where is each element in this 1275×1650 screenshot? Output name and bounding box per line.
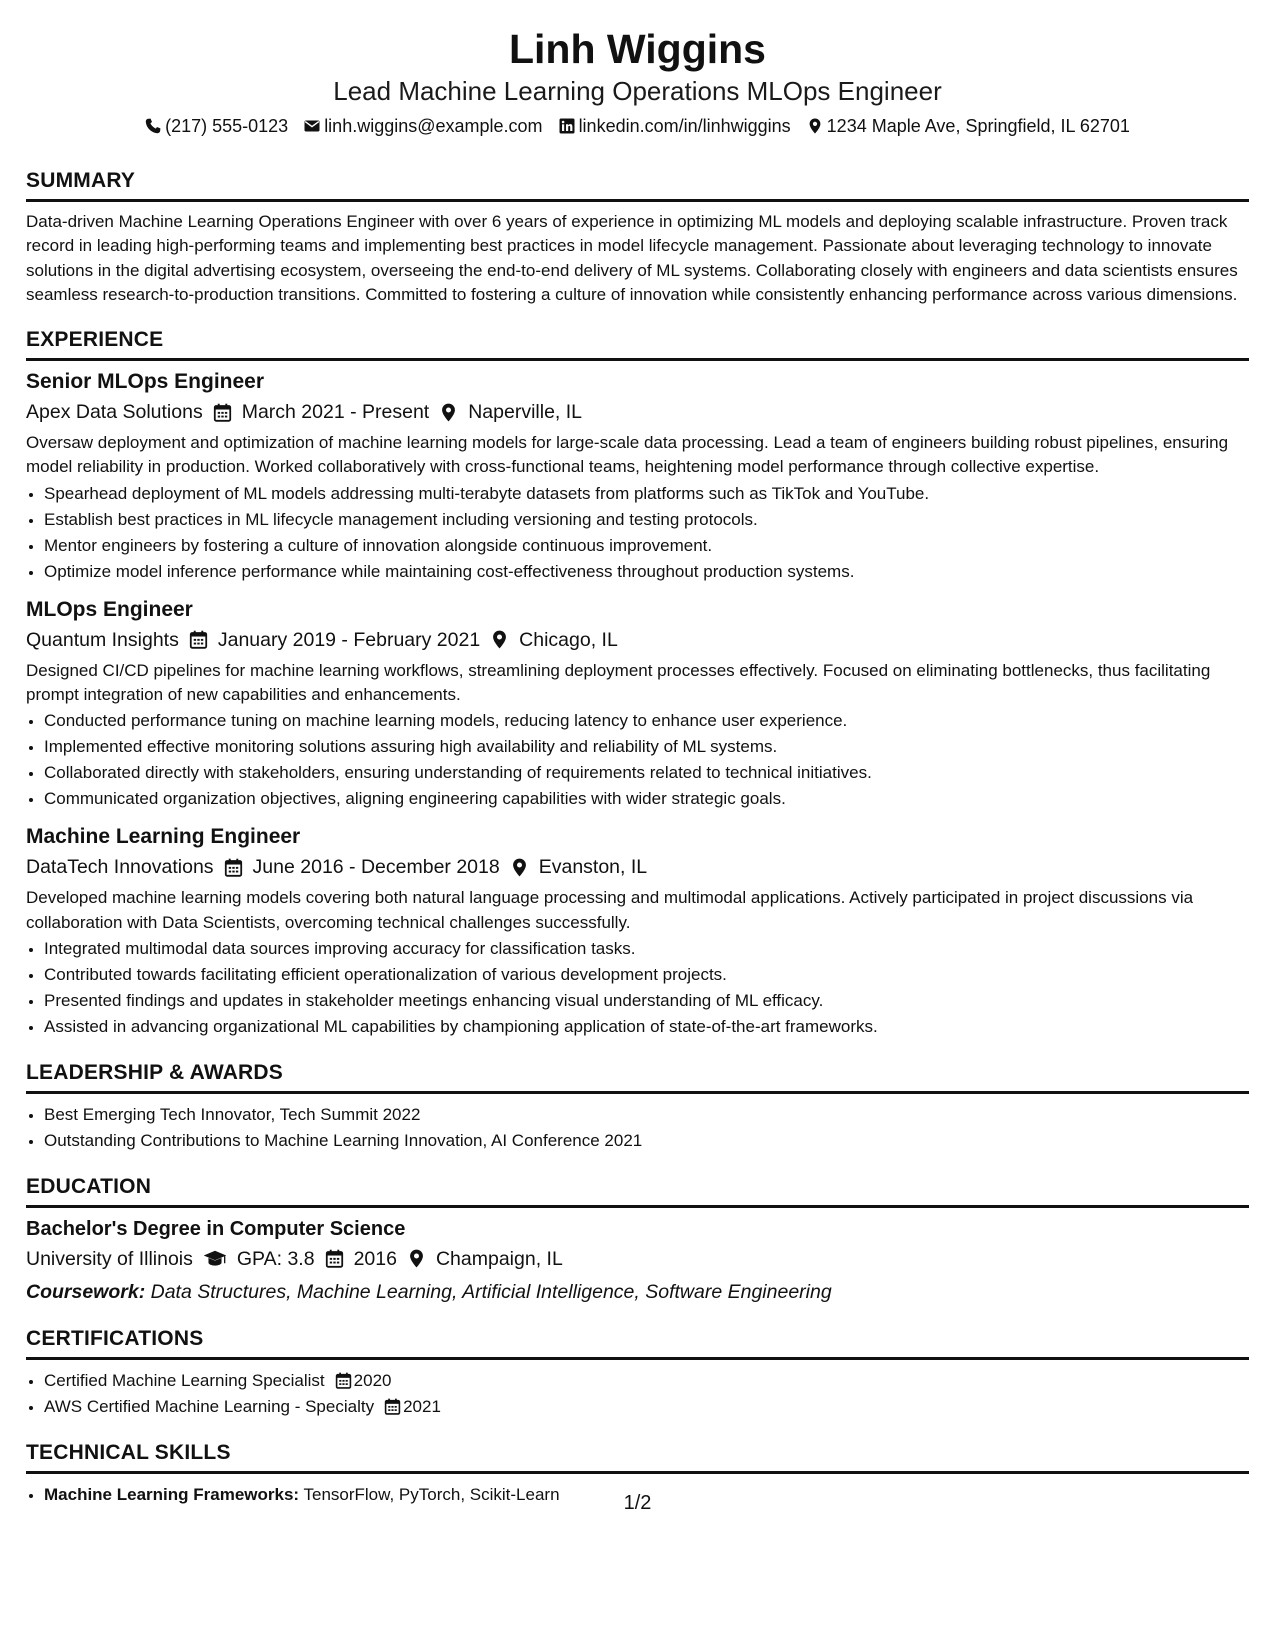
map-pin-icon [807,118,823,134]
contact-linkedin[interactable] [559,112,791,140]
contact-bar [26,112,1249,140]
calendar-icon [335,1372,352,1389]
resume-page [26,24,1249,1508]
phone-text: (217) 555-0123 [165,116,289,136]
list-item: • Mentor engineers by fostering a culture of innovation alongside continuous improvement. [44,533,1249,559]
job-bullets [26,481,1249,585]
job-location: Chicago, IL [519,628,618,651]
cert-name: • Certified Machine Learning Specialist [44,1370,325,1390]
job-dates: March 2021 - Present [241,401,430,424]
job-location: Evanston, IL [538,856,648,879]
list-item: • Assisted in advancing organizational ML capabilities by championing application of state-of-the-art frameworks. [44,1014,1249,1040]
job-dates: June 2016 - December 2018 [252,856,500,879]
job-bullets [26,936,1249,1040]
summary-section [26,168,1249,307]
calendar-icon [384,1398,401,1415]
cert-name: • AWS Certified Machine Learning - Specialty [44,1396,375,1416]
calendar-icon [325,1249,344,1268]
address-text: 1234 Maple Ave, Springfield, IL 62701 [826,116,1130,136]
job-dates: January 2019 - February 2021 [217,628,481,651]
gpa-text: GPA: 3.8 [236,1247,315,1270]
list-item: • Presented findings and updates in stakeholder meetings enhancing visual understanding of ML efficacy. [44,988,1249,1014]
certifications-section [26,1326,1249,1420]
job-meta [26,625,1249,655]
job-entry [26,597,1249,813]
linkedin-icon [559,118,575,134]
envelope-icon [304,118,320,134]
certifications-list [26,1368,1249,1420]
experience-section [26,327,1249,1040]
awards-list [26,1102,1249,1154]
contact-phone[interactable] [145,112,288,140]
list-item: • Integrated multimodal data sources improving accuracy for classification tasks. [44,936,1249,962]
job-location: Naperville, IL [468,401,583,424]
list-item: • Contributed towards facilitating efficient operationalization of various development projects. [44,962,1249,988]
candidate-title: Lead Machine Learning Operations MLOps Engineer [333,76,942,106]
list-item: • Best Emerging Tech Innovator, Tech Summit 2022 [44,1102,1249,1128]
section-heading: EXPERIENCE [26,327,1249,361]
section-heading: TECHNICAL SKILLS [26,1440,1249,1474]
email-text: linh.wiggins@example.com [324,116,543,136]
map-pin-icon [510,858,529,877]
job-title: Machine Learning Engineer [26,825,301,849]
company-name: Apex Data Solutions [26,401,203,424]
candidate-name: Linh Wiggins [509,26,766,72]
job-title: MLOps Engineer [26,597,193,621]
skill-label: Machine Learning Frameworks: [44,1484,300,1504]
resume-header [26,24,1249,140]
school-name: University of Illinois [26,1247,193,1270]
job-entry [26,369,1249,585]
job-meta [26,397,1249,427]
list-item: • Collaborated directly with stakeholders, ensuring understanding of requirements related to technical initiatives. [44,760,1249,786]
job-description: Designed CI/CD pipelines for machine learning workflows, streamlining deployment processes effectively. Focused on eliminating bottlenecks, thus facilitating prompt integration of new capabilities and enhancements. [26,660,1211,705]
section-heading: CERTIFICATIONS [26,1326,1249,1360]
phone-icon [145,118,161,134]
graduation-year: 2016 [353,1247,397,1270]
job-bullets [26,708,1249,812]
summary-text: Data-driven Machine Learning Operations Engineer with over 6 years of experience in optimizing ML models and deploying scalable infrastructure. Proven track record in leading high-performing teams and implementing best practices in model lifecycle management. Passionate about leveraging technology to innovate solutions in the digital advertising ecosystem, overseeing the end-to-end delivery of ML systems. Collaborating closely with engineers and data scientists ensures seamless research-to-production transitions. Committed to fostering a culture of innovation while consistently enhancing performance across various dimensions. [26,212,1238,304]
education-section [26,1174,1249,1306]
coursework-line [26,1278,1249,1306]
job-title: Senior MLOps Engineer [26,370,265,394]
education-meta [26,1244,1249,1274]
skill-value: TensorFlow, PyTorch, Scikit-Learn [303,1484,560,1504]
school-location: Champaign, IL [435,1247,563,1270]
calendar-icon [224,858,243,877]
calendar-icon [213,403,232,422]
coursework-label: Coursework: [26,1280,146,1303]
company-name: DataTech Innovations [26,856,214,879]
coursework-text: Data Structures, Machine Learning, Artificial Intelligence, Software Engineering [150,1280,832,1303]
degree-title: Bachelor's Degree in Computer Science [26,1217,406,1240]
graduation-cap-icon [203,1249,227,1268]
list-item: • Conducted performance tuning on machine learning models, reducing latency to enhance user experience. [44,708,1249,734]
map-pin-icon [490,630,509,649]
job-description: Oversaw deployment and optimization of machine learning models for large-scale data processing. Lead a team of engineers building robust pipelines, ensuring model reliability in production. Worked collaboratively with cross-functional teams, heightening model performance through collective expertise. [26,433,1229,477]
list-item: • Spearhead deployment of ML models addressing multi-terabyte datasets from platforms such as TikTok and YouTube. [44,481,1249,507]
list-item: • Establish best practices in ML lifecycle management including versioning and testing protocols. [44,507,1249,533]
list-item: • Communicated organization objectives, aligning engineering capabilities with wider strategic goals. [44,786,1249,812]
job-description: Developed machine learning models covering both natural language processing and multimodal applications. Actively participated in project discussions via collaboration with Data Scientists, overcoming technical challenges successfully. [26,888,1194,932]
job-entry [26,824,1249,1040]
leadership-section [26,1060,1249,1154]
page-number: 1/2 [623,1492,652,1514]
calendar-icon [189,630,208,649]
contact-email[interactable] [304,112,542,140]
map-pin-icon [439,403,458,422]
cert-year: 2020 [353,1370,392,1390]
section-heading: SUMMARY [26,168,1249,202]
map-pin-icon [407,1249,426,1268]
section-heading: LEADERSHIP & AWARDS [26,1060,1249,1094]
list-item [44,1368,1249,1394]
list-item: • Outstanding Contributions to Machine Learning Innovation, AI Conference 2021 [44,1128,1249,1154]
list-item: • Implemented effective monitoring solutions assuring high availability and reliability of ML systems. [44,734,1249,760]
cert-year: 2021 [403,1396,441,1416]
list-item [44,1394,1249,1420]
company-name: Quantum Insights [26,628,179,651]
linkedin-text: linkedin.com/in/linhwiggins [578,116,791,136]
section-heading: EDUCATION [26,1174,1249,1208]
list-item: • Optimize model inference performance while maintaining cost-effectiveness throughout production systems. [44,559,1249,585]
job-meta [26,852,1249,882]
contact-address [807,112,1130,140]
